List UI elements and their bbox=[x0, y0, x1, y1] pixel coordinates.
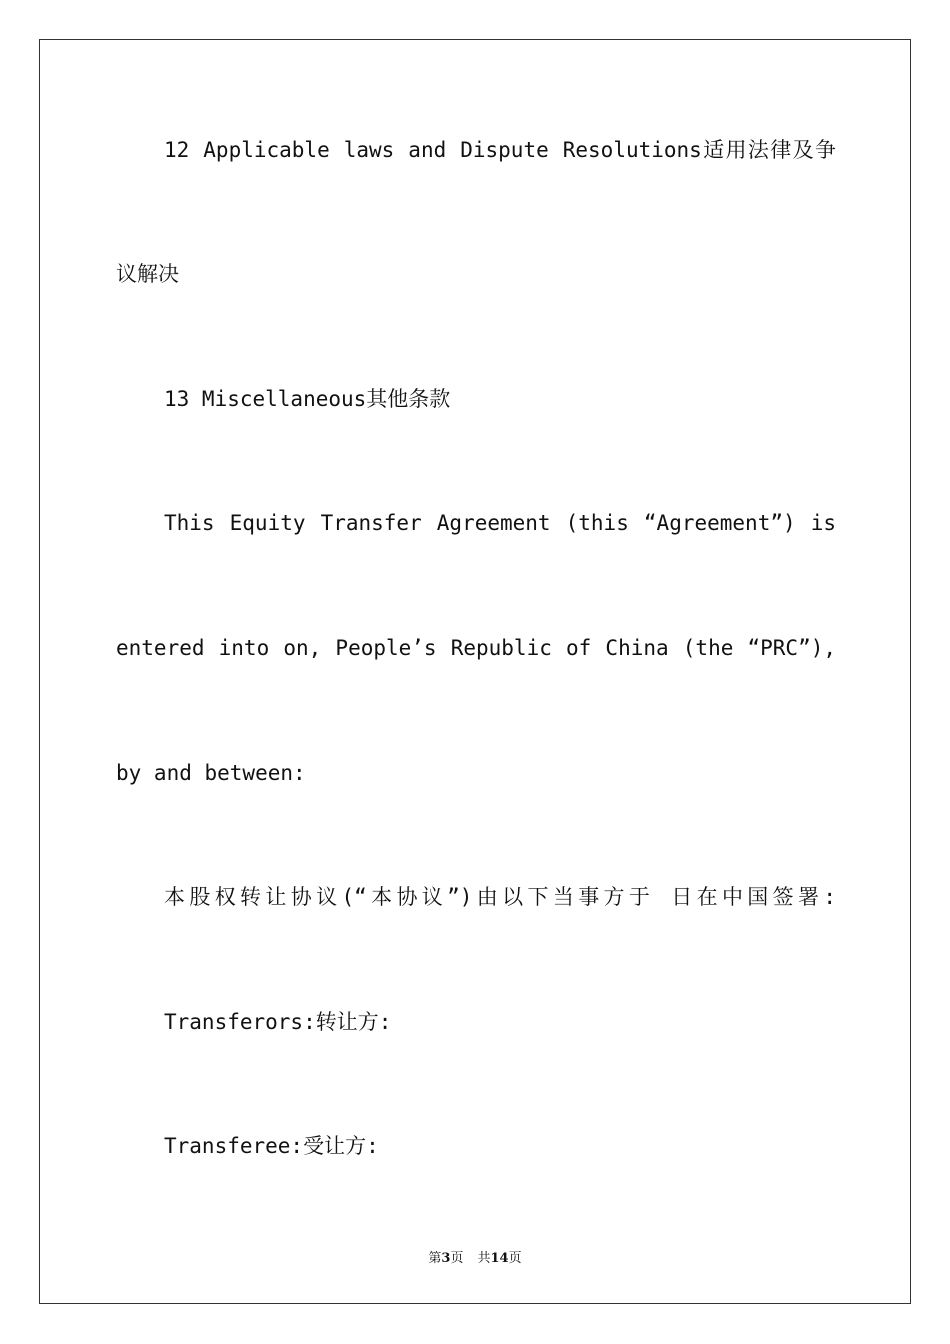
agreement-intro-line-2: entered into on, People’s Republic of China (the “PRC”), bbox=[116, 636, 836, 660]
page-border bbox=[39, 39, 911, 1304]
agreement-intro-line-1: This Equity Transfer Agreement (this “Agreement”) is bbox=[164, 511, 836, 535]
section-13-heading: 13 Miscellaneous其他条款 bbox=[164, 387, 451, 411]
current-page-number: 3 bbox=[441, 1251, 451, 1266]
footer-page-suffix: 页 bbox=[450, 1251, 464, 1266]
transferors-label: Transferors:转让方: bbox=[164, 1010, 392, 1034]
agreement-intro-chinese: 本股权转让协议(“本协议”)由以下当事方于 日在中国签署: bbox=[164, 885, 836, 909]
page-footer bbox=[0, 1247, 950, 1266]
section-12-heading-continued: 议解决 bbox=[116, 262, 179, 286]
transferee-label: Transferee:受让方: bbox=[164, 1134, 379, 1158]
total-pages-number: 14 bbox=[490, 1251, 509, 1266]
footer-total-prefix: 共 bbox=[477, 1251, 491, 1266]
agreement-intro-line-3: by and between: bbox=[116, 761, 306, 785]
footer-total-suffix: 页 bbox=[508, 1251, 522, 1266]
footer-prefix: 第 bbox=[428, 1251, 442, 1266]
section-12-heading: 12 Applicable laws and Dispute Resolutions适用法律及争 bbox=[164, 138, 836, 162]
